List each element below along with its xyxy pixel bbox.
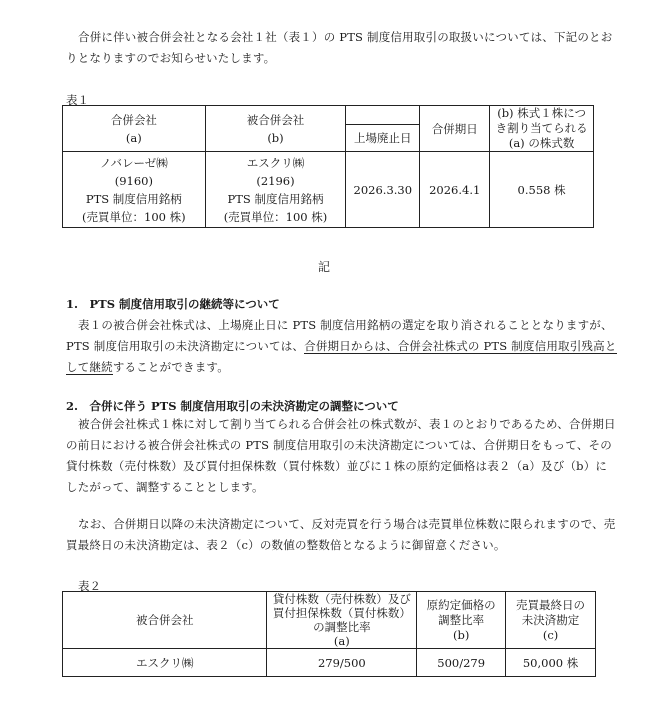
- section1-heading: 1. PTS 制度信用取引の継続等について: [66, 297, 280, 311]
- t1-cell-merging-company: ノバレーゼ㈱ (9160) PTS 制度信用銘柄 (売買単位：100 株): [63, 152, 206, 228]
- intro-line-1: 合併に伴い被合併会社となる会社１社（表１）の PTS 制度信用取引の取扱いについては、下記のとお: [78, 30, 613, 44]
- t2-header-adj-ratio: 貸付株数（売付株数）及び 買付担保株数（買付株数） の調整比率 (a): [267, 592, 417, 649]
- t2-cell-price-ratio: 500/279: [417, 649, 506, 677]
- section1-line-1: 表１の被合併会社株式は、上場廃止日に PTS 制度信用銘柄の選定を取り消されることとなりますが、: [78, 318, 613, 332]
- table1: [62, 105, 594, 228]
- section2-note-line-1: なお、合併期日以降の未決済勘定について、反対売買を行う場合は売買単位株数に限られますので、売: [78, 517, 616, 531]
- t1-header-allotted-shares: (b) 株式１株につ き割り当てられる (a) の株式数: [490, 106, 594, 152]
- t1-header-merger-date: 合併期日: [420, 106, 490, 152]
- section2-line-4: したがって、調整することとします。: [66, 480, 264, 494]
- t1-cell-allotted-shares: 0.558 株: [490, 152, 594, 228]
- section2-line-2: の前日における被合併会社株式の PTS 制度信用取引の未決済勘定については、合併期日をもって、その: [66, 438, 612, 452]
- section1-underline-2: して継続: [66, 360, 113, 374]
- t1-cell-merger-date: 2026.4.1: [420, 152, 490, 228]
- section2-body: [66, 414, 626, 498]
- section2-note: [66, 514, 626, 556]
- t1-cell-merged-company: エスクリ㈱ (2196) PTS 制度信用銘柄 (売買単位：100 株): [205, 152, 346, 228]
- section2-line-3: 貸付株数（売付株数）及び買付担保株数（買付株数）並びに１株の原約定価格は表２（a）及び（b）に: [66, 459, 608, 473]
- t1-header-delisting-date: 上場廃止日: [346, 125, 420, 152]
- section1-body: [66, 315, 626, 378]
- section2-note-line-2: 買最終日の未決済勘定は、表２（c）の数値の整数倍となるように御留意ください。: [66, 538, 506, 552]
- t2-header-final-day: 売買最終日の 未決済勘定 (c): [506, 592, 596, 649]
- table2: [62, 591, 596, 677]
- table2-caption: 表２: [78, 579, 101, 593]
- section1-line-2: PTS 制度信用取引の未決済勘定については、合併期日からは、合併会社株式の PTS 制度信用取引残高と: [66, 339, 617, 353]
- t1-header-merging-company: 合併会社 (a): [63, 106, 206, 152]
- t2-cell-final-day: 50,000 株: [506, 649, 596, 677]
- intro-paragraph: [66, 27, 626, 69]
- section2-heading: 2. 合併に伴う PTS 制度信用取引の未決済勘定の調整について: [66, 399, 399, 413]
- table1-caption: 表１: [66, 93, 89, 107]
- section2-line-1: 被合併会社株式１株に対して割り当てられる合併会社の株式数が、表１のとおりであるため、合併期日: [78, 417, 616, 431]
- t2-header-price-ratio: 原約定価格の 調整比率 (b): [417, 592, 506, 649]
- t1-header-blank: [346, 106, 420, 125]
- section1-line-3: して継続することができます。: [66, 360, 229, 374]
- t2-cell-merged-company: エスクリ㈱: [63, 649, 267, 677]
- ki-heading: 記: [318, 260, 331, 274]
- t2-header-merged-company: 被合併会社: [63, 592, 267, 649]
- t1-header-merged-company: 被合併会社 (b): [205, 106, 346, 152]
- t1-cell-delisting-date: 2026.3.30: [346, 152, 420, 228]
- intro-line-2: りとなりますのでお知らせいたします。: [66, 51, 276, 65]
- section1-underline-1: 合併期日からは、合併会社株式の PTS 制度信用取引残高と: [304, 339, 617, 353]
- t2-cell-adj-ratio: 279/500: [267, 649, 417, 677]
